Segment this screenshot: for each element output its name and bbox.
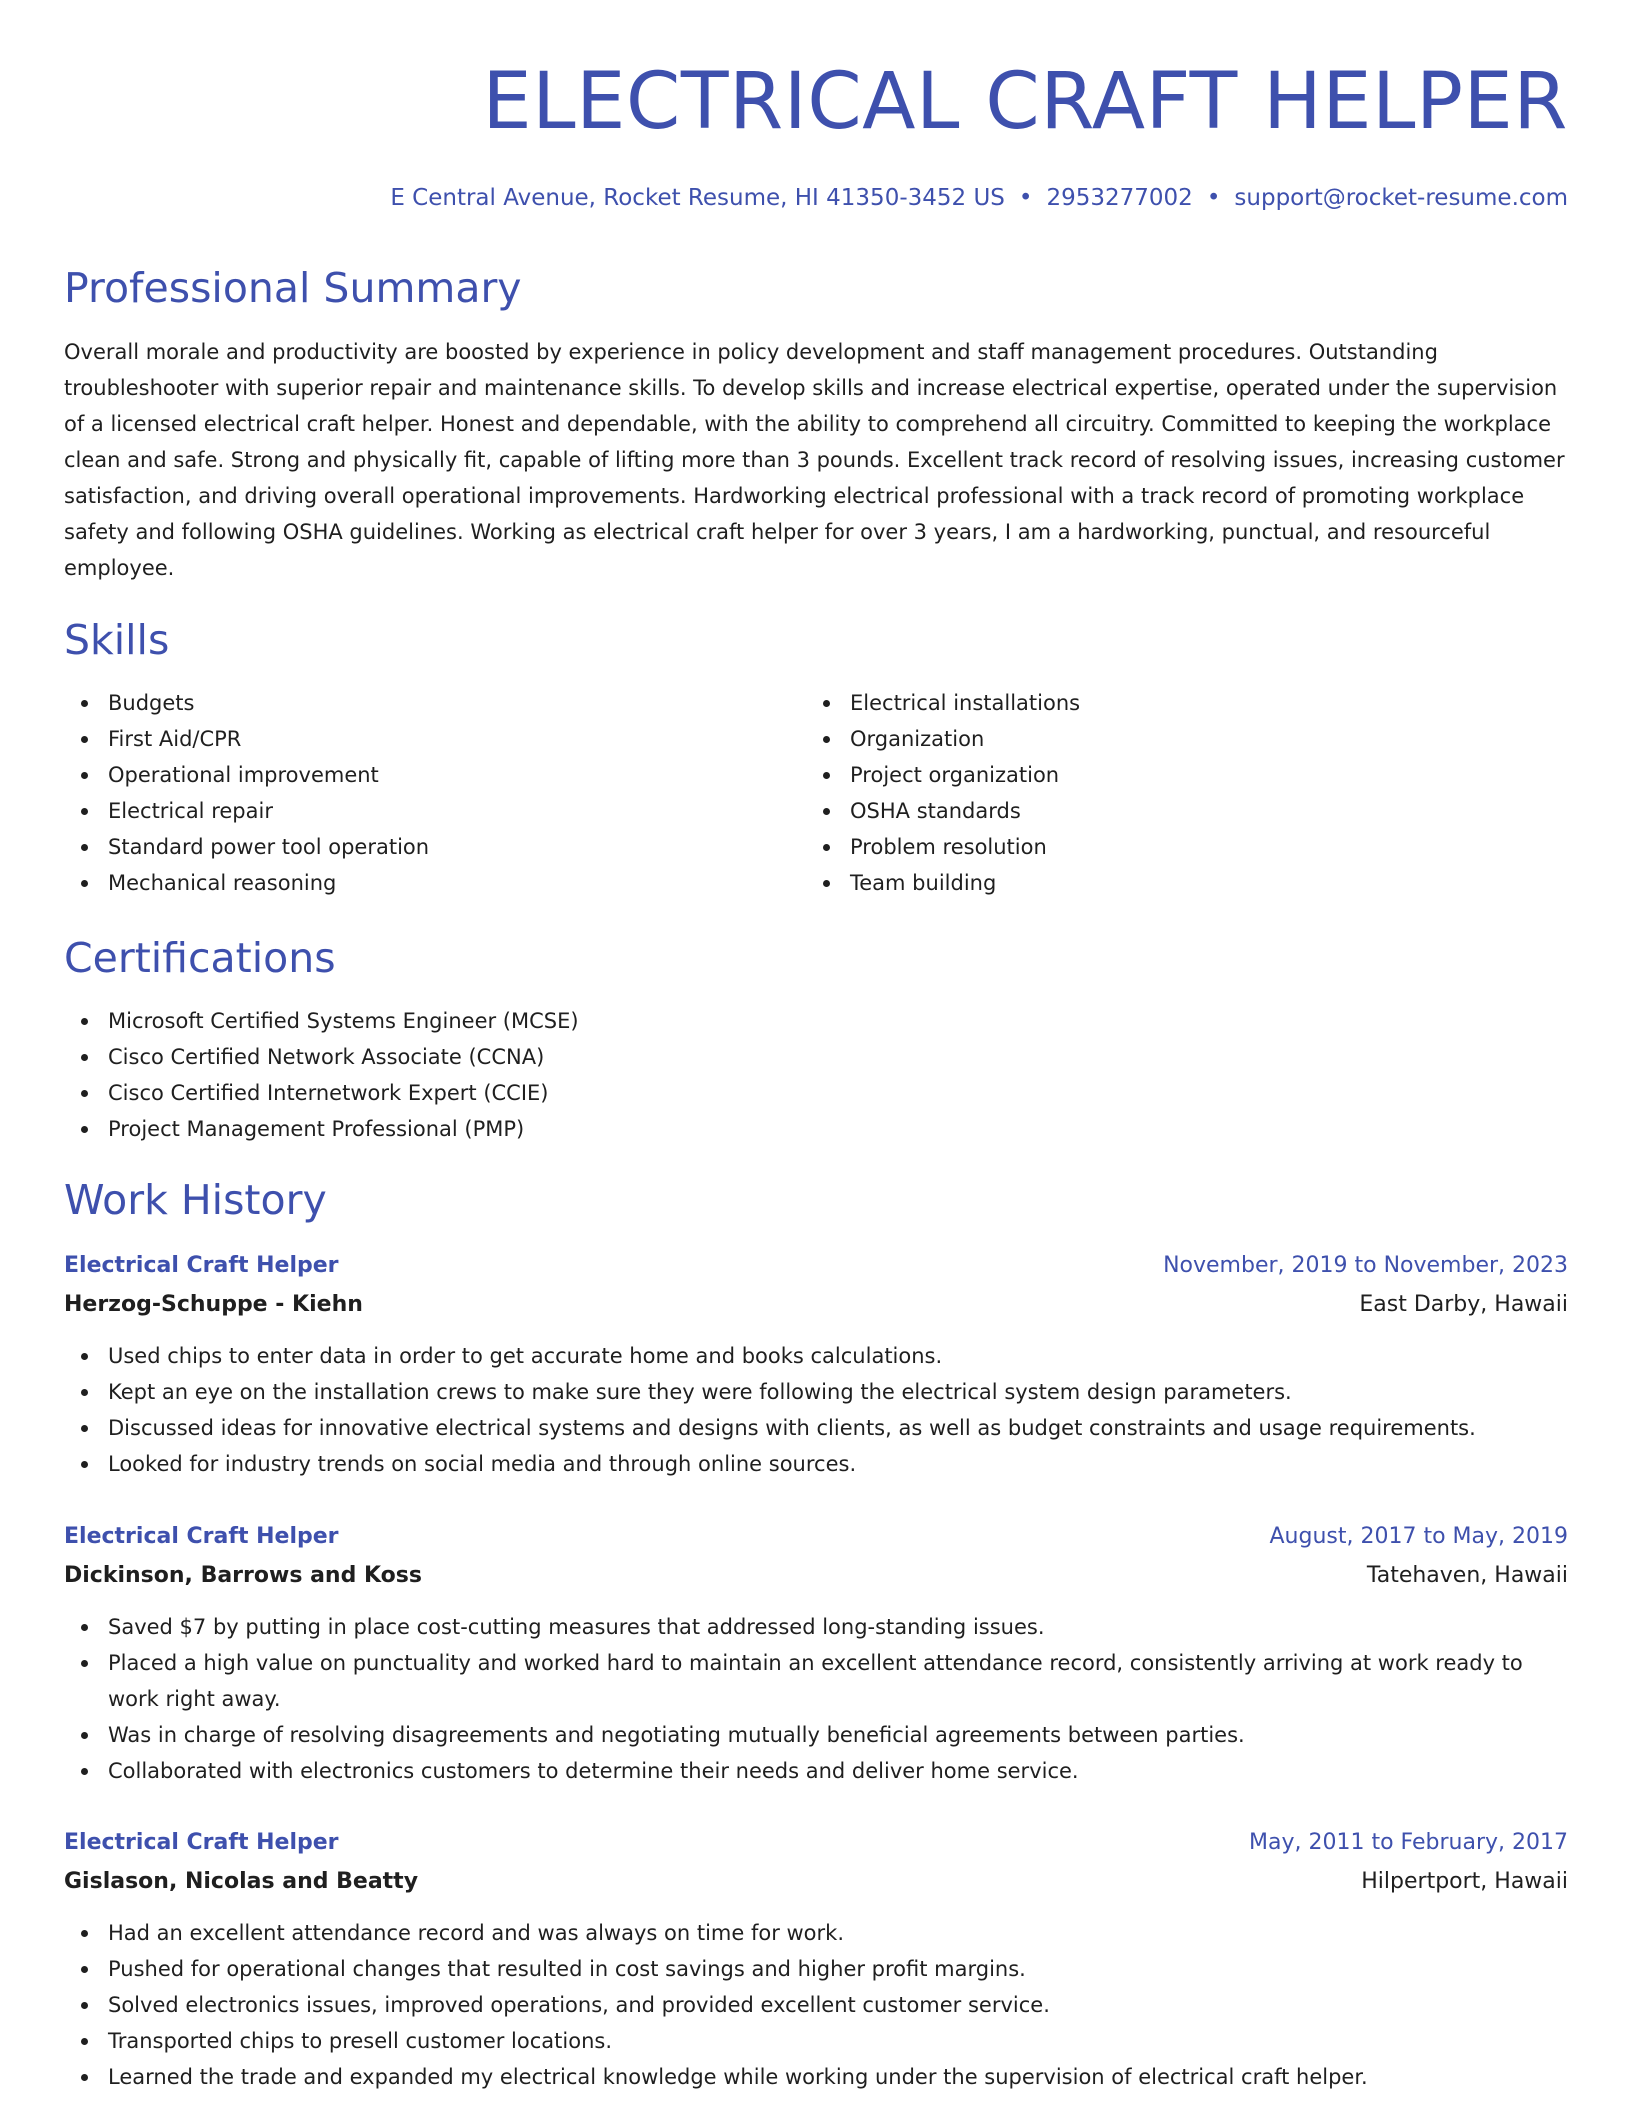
summary-text: Overall morale and productivity are boosted by experience in policy development and staff management procedures. Outstanding troubleshooter with superior repair and maintenance skills. To develop skills and increase electrical expertise, operated under the supervision of a licensed electrical craft helper. Honest and dependable, with the ability to comprehend all circuitry. Committed to keeping the workplace clean and safe. Strong and physically fit, capable of lifting more than 3 pounds. Excellent track record of resolving issues, increasing customer satisfaction, and driving overall operational improvements. Hardworking electrical professional with a track record of promoting workplace safety and following OSHA guidelines. Working as electrical craft helper for over 3 years, I am a hardworking, punctual, and resourceful employee.	[64, 340, 1565, 580]
job-header-row	[64, 1246, 1568, 1286]
certification-item: Cisco Certified Network Associate (CCNA)	[64, 1039, 1568, 1075]
job-entry	[64, 1823, 1568, 2095]
skill-item: Operational improvement	[64, 757, 804, 793]
job-duty-item: Placed a high value on punctuality and worked hard to maintain an excellent attendance record, consistently arriving at work ready to work right away.	[64, 1645, 1568, 1717]
job-duty-item: Was in charge of resolving disagreements and negotiating mutually beneficial agreements between parties.	[64, 1717, 1568, 1753]
job-duty-item: Saved $7 by putting in place cost-cutting measures that addressed long-standing issues.	[64, 1609, 1568, 1645]
contact-phone: 2953277002	[1046, 185, 1193, 211]
skills-right-column	[806, 685, 1546, 901]
resume-name: ELECTRICAL CRAFT HELPER	[482, 57, 1568, 147]
job-duty-item: Kept an eye on the installation crews to make sure they were following the electrical system design parameters.	[64, 1374, 1568, 1410]
skill-item: Electrical installations	[806, 685, 1546, 721]
job-header-row	[64, 1517, 1568, 1557]
job-location: Hilpertport, Hawaii	[1361, 1869, 1568, 1894]
contact-email[interactable]: support@rocket-resume.com	[1234, 185, 1568, 211]
certifications-heading: Certifications	[64, 934, 336, 982]
job-company: Dickinson, Barrows and Koss	[64, 1563, 422, 1588]
job-duties-list	[64, 1609, 1568, 1789]
contact-separator: •	[1018, 185, 1033, 211]
job-dates: August, 2017 to May, 2019	[1269, 1524, 1568, 1549]
certification-item: Microsoft Certified Systems Engineer (MCSE)	[64, 1003, 1568, 1039]
job-duty-item: Collaborated with electronics customers to determine their needs and deliver home service.	[64, 1753, 1568, 1789]
job-company-row	[64, 1863, 1568, 1901]
certifications-list	[64, 1003, 1568, 1147]
skills-list-right	[806, 685, 1546, 901]
job-title: Electrical Craft Helper	[64, 1830, 339, 1855]
job-location: East Darby, Hawaii	[1359, 1292, 1568, 1317]
skills-list-left	[64, 685, 804, 901]
contact-line	[390, 180, 1568, 216]
job-duty-item: Solved electronics issues, improved operations, and provided excellent customer service.	[64, 1987, 1568, 2023]
job-duty-item: Learned the trade and expanded my electrical knowledge while working under the supervision of electrical craft helper.	[64, 2059, 1568, 2095]
certification-item: Cisco Certified Internetwork Expert (CCIE)	[64, 1075, 1568, 1111]
job-duty-item: Used chips to enter data in order to get accurate home and books calculations.	[64, 1338, 1568, 1374]
skill-item: OSHA standards	[806, 793, 1546, 829]
skill-item: First Aid/CPR	[64, 721, 804, 757]
job-company-row	[64, 1557, 1568, 1595]
skill-item: Mechanical reasoning	[64, 865, 804, 901]
job-duty-item: Transported chips to presell customer locations.	[64, 2023, 1568, 2059]
skill-item: Team building	[806, 865, 1546, 901]
certification-item: Project Management Professional (PMP)	[64, 1111, 1568, 1147]
skill-item: Electrical repair	[64, 793, 804, 829]
certifications-block	[64, 1003, 1568, 1147]
contact-address: E Central Avenue, Rocket Resume, HI 41350-3452 US	[390, 185, 1005, 211]
job-entry	[64, 1517, 1568, 1789]
summary-heading: Professional Summary	[64, 264, 522, 312]
job-company-row	[64, 1286, 1568, 1324]
skill-item: Organization	[806, 721, 1546, 757]
skill-item: Budgets	[64, 685, 804, 721]
job-company: Gislason, Nicolas and Beatty	[64, 1869, 419, 1894]
job-title: Electrical Craft Helper	[64, 1524, 339, 1549]
skill-item: Problem resolution	[806, 829, 1546, 865]
skills-heading: Skills	[64, 616, 170, 664]
job-entry	[64, 1246, 1568, 1482]
job-duties-list	[64, 1915, 1568, 2095]
job-location: Tatehaven, Hawaii	[1366, 1563, 1568, 1588]
skill-item: Project organization	[806, 757, 1546, 793]
job-duty-item: Discussed ideas for innovative electrical systems and designs with clients, as well as budget constraints and usage requirements.	[64, 1410, 1568, 1446]
work-history-heading: Work History	[64, 1176, 327, 1224]
job-dates: November, 2019 to November, 2023	[1163, 1253, 1568, 1278]
job-duties-list	[64, 1338, 1568, 1482]
job-company: Herzog-Schuppe - Kiehn	[64, 1292, 363, 1317]
job-duty-item: Looked for industry trends on social media and through online sources.	[64, 1446, 1568, 1482]
skills-left-column	[64, 685, 804, 901]
contact-separator: •	[1206, 185, 1221, 211]
job-title: Electrical Craft Helper	[64, 1253, 339, 1278]
job-dates: May, 2011 to February, 2017	[1249, 1830, 1568, 1855]
job-duty-item: Had an excellent attendance record and was always on time for work.	[64, 1915, 1568, 1951]
job-duty-item: Pushed for operational changes that resulted in cost savings and higher profit margins.	[64, 1951, 1568, 1987]
job-header-row	[64, 1823, 1568, 1863]
skill-item: Standard power tool operation	[64, 829, 804, 865]
